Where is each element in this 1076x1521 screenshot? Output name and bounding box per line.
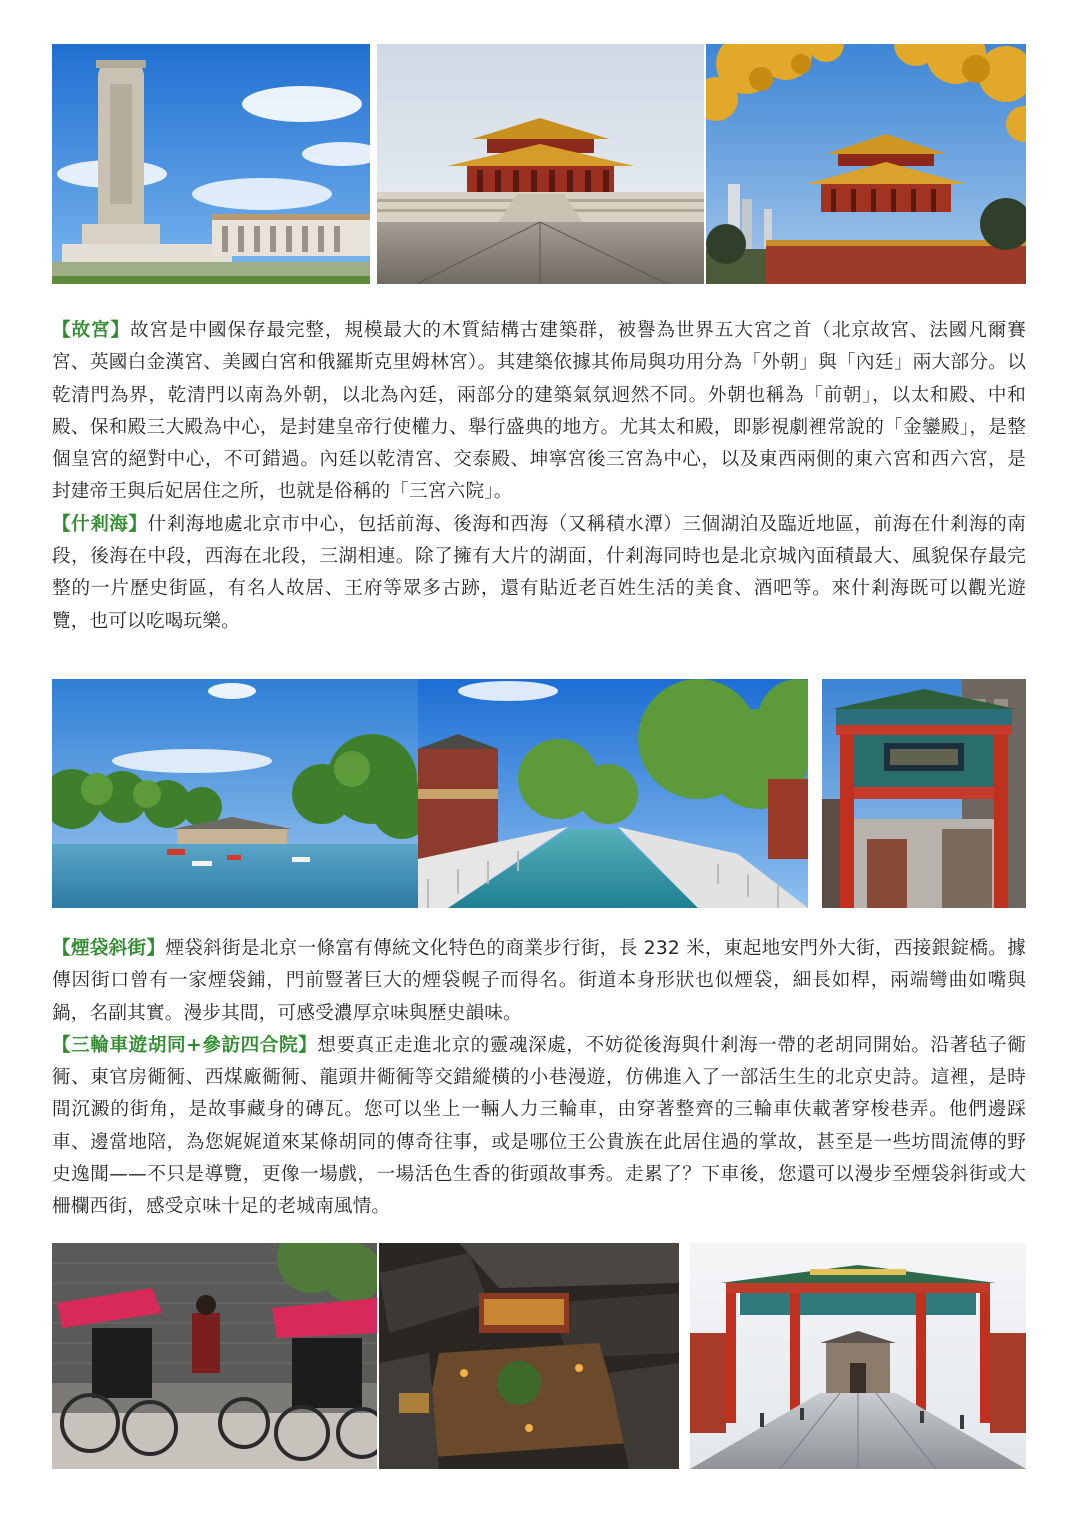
monument-photo	[52, 44, 370, 284]
palace-hall-photo	[377, 44, 704, 284]
section-yandai-street	[52, 933, 1026, 1030]
ginkgo-palace-photo	[706, 44, 1026, 284]
section-body: 什剎海地處北京市中心，包括前海、後海和西海（又稱積水潭）三個湖泊及臨近地區，前海在什剎海的南段，後海在中段，西海在北段，三湖相連。除了擁有大片的湖面，什剎海同時也是北京城內面積最大、風貌保存最完整的一片歷史街區，有名人故居、王府等眾多古跡，還有貼近老百姓生活的美食、酒吧等。來什剎海既可以觀光遊覽，也可以吃喝玩樂。	[52, 513, 1026, 632]
section-heading: 【故宮】	[52, 320, 130, 341]
lake-photo	[52, 679, 418, 908]
archway-photo	[822, 679, 1026, 908]
section-rickshaw-hutong	[52, 1030, 1026, 1224]
rickshaw-photo	[52, 1243, 377, 1469]
photo-row-bottom	[52, 1243, 1026, 1469]
text-block-bottom	[52, 933, 1026, 1223]
section-shichahai	[52, 509, 1026, 638]
photo-row-middle	[52, 679, 1026, 908]
qianmen-street-photo	[690, 1243, 1026, 1469]
section-heading: 【煙袋斜街】	[52, 938, 166, 959]
section-heading: 【什剎海】	[52, 513, 148, 535]
section-heading: 【三輪車遊胡同+參訪四合院】	[52, 1034, 318, 1056]
section-body: 想要真正走進北京的靈魂深處，不妨從後海與什剎海一帶的老胡同開始。沿著毡子衚衕、東官房衚衕、西煤廠衚衕、龍頭井衚衕等交錯縱橫的小巷漫遊，仿佛進入了一部活生生的北京史詩。這裡，是時間沉澱的街角，是故事藏身的磚瓦。您可以坐上一輛人力三輪車，由穿著整齊的三輪車伕載著穿梭巷弄。他們邊踩車、邊當地陪，為您娓娓道來某條胡同的傳奇往事，或是哪位王公貴族在此居住過的掌故，甚至是一些坊間流傳的野史逸聞——不只是導覽，更像一場戲，一場活色生香的街頭故事秀。走累了？下車後，您還可以漫步至煙袋斜街或大柵欄西街，感受京味十足的老城南風情。	[52, 1034, 1026, 1218]
section-forbidden-city	[52, 315, 1026, 509]
canal-photo	[418, 679, 808, 908]
courtyard-photo	[379, 1243, 679, 1469]
section-body: 煙袋斜街是北京一條富有傳統文化特色的商業步行街，長 232 米，東起地安門外大街，西接銀錠橋。據傳因街口曾有一家煙袋鋪，門前豎著巨大的煙袋幌子而得名。街道本身形狀也似煙袋，細長如桿，兩端彎曲如嘴與鍋，名副其實。漫步其間，可感受濃厚京味與歷史韻味。	[52, 938, 1026, 1024]
photo-row-top	[52, 44, 1026, 284]
section-body: 故宮是中國保存最完整，規模最大的木質結構古建築群，被譽為世界五大宮之首（北京故宮、法國凡爾賽宮、英國白金漢宮、美國白宮和俄羅斯克里姆林宮）。其建築依據其佈局與功用分為「外朝」與「內廷」兩大部分。以乾清門為界，乾清門以南為外朝，以北為內廷，兩部分的建築氣氛迥然不同。外朝也稱為「前朝」，以太和殿、中和殿、保和殿三大殿為中心，是封建皇帝行使權力、舉行盛典的地方。尤其太和殿，即影視劇裡常說的「金鑾殿」，是整個皇宮的絕對中心，不可錯過。內廷以乾清宮、交泰殿、坤寧宮後三宮為中心，以及東西兩側的東六宮和西六宮，是封建帝王與后妃居住之所，也就是俗稱的「三宮六院」。	[52, 320, 1026, 503]
text-block-top	[52, 315, 1026, 660]
